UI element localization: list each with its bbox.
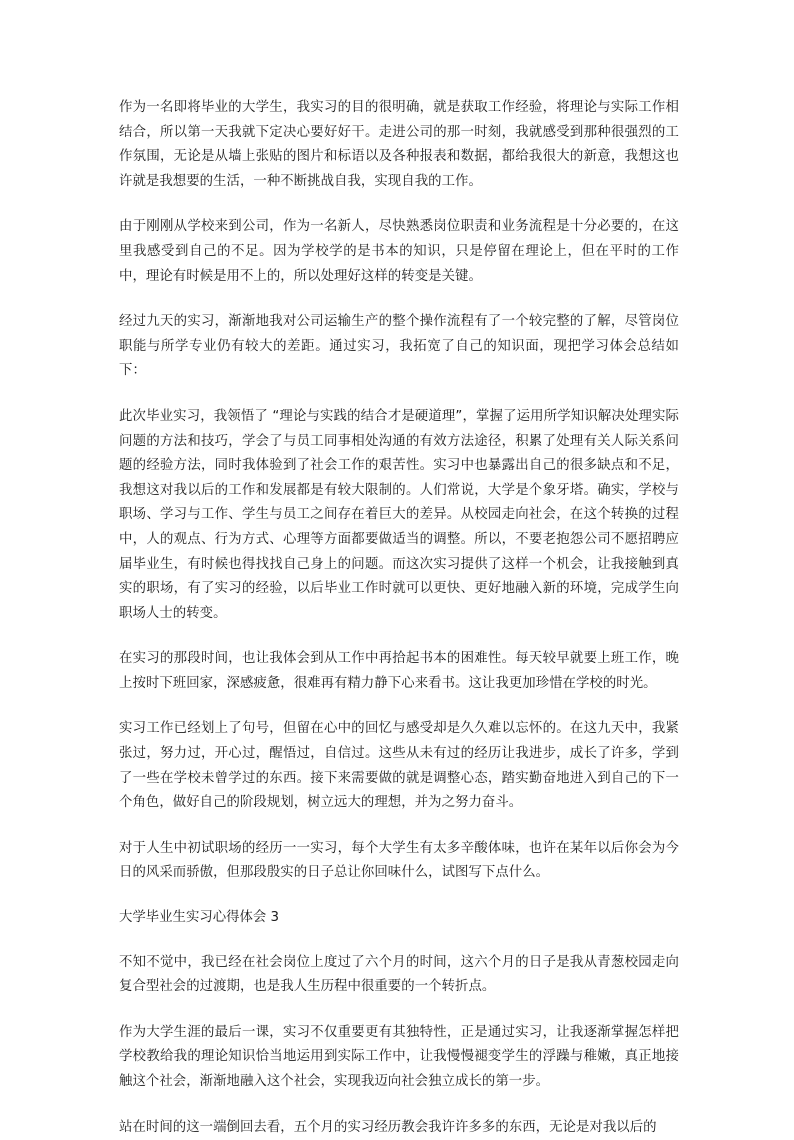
paragraph-5: 在实习的那段时间，也让我体会到从工作中再拾起书本的困难性。每天较早就要上班工作，晚上按时下班回家，深感疲惫，很难再有精力静下心来看书。这让我更加珍惜在学校的时光。 [119, 651, 679, 691]
paragraph-9: 作为大学生涯的最后一课，实习不仅重要更有其独特性，正是通过实习，让我逐渐掌握怎样把学校教给我的理论知识恰当地运用到实际工作中，让我慢慢褪变学生的浮躁与稚嫩，真正地接触这个社会，渐渐地融入这个社会，实现我迈向社会独立成长的第一步。 [119, 1024, 679, 1089]
paragraph-7: 对于人生中初试职场的经历一一实习，每个大学生有太多辛酸体味，也许在某年以后你会为今日的风采而骄傲，但那段殷实的日子总让你回味什么，试图写下点什么。 [119, 840, 679, 881]
paragraph-4: 此次毕业实习，我领悟了 “理论与实践的结合才是硬道理”，掌握了运用所学知识解决处理实际问题的方法和技巧，学会了与员工同事相处沟通的有效方法途径，积累了处理有关人际关系问题的经验方法，同时我体验到了社会工作的艰苦性。实习中也暴露出自己的很多缺点和不足，我想这对我以后的工作和发展都是有较大限制的。人们常说，大学是个象牙塔。确实，学校与职场、学习与工作、学生与员工之间存在着巨大的差异。从校园走向社会，在这个转换的过程中，人的观点、行为方式、心理等方面都要做适当的调整。所以，不要老抱怨公司不愿招聘应届毕业生，有时候也得找找自己身上的问题。而这次实习提供了这样一个机会，让我接触到真实的职场，有了实习的经验，以后毕业工作时就可以更快、更好地融入新的环境，完成学生向职场人士的转变。 [119, 408, 679, 621]
paragraph-3: 经过九天的实习，渐渐地我对公司运输生产的整个操作流程有了一个较完整的了解，尽管岗位职能与所学专业仍有较大的差距。通过实习，我拓宽了自己的知识面，现把学习体会总结如下： [119, 314, 679, 379]
section-heading: 大学毕业生实习心得体会 3 [119, 910, 280, 926]
paragraph-6: 实习工作已经划上了句号，但留在心中的回忆与感受却是久久难以忘怀的。在这九天中，我紧张过，努力过，开心过，醒悟过，自信过。这些从未有过的经历让我进步，成长了许多，学到了一些在学校未曾学过的东西。接下来需要做的就是调整心态，踏实勤奋地进入到自己的下一个角色，做好自己的阶段规划，树立远大的理想，并为之努力奋斗。 [119, 721, 679, 811]
paragraph-10: 站在时间的这一端倒回去看，五个月的实习经历教会我许许多多的东西，无论是对我以后的 [119, 1119, 657, 1135]
paragraph-8: 不知不觉中，我已经在社会岗位上度过了六个月的时间，这六个月的日子是我从青葱校园走向复合型社会的过渡期，也是我人生历程中很重要的一个转折点。 [119, 954, 679, 995]
document-page [119, 96, 679, 1140]
paragraph-1: 作为一名即将毕业的大学生，我实习的目的很明确，就是获取工作经验，将理论与实际工作相结合，所以第一天我就下定决心要好好干。走进公司的那一时刻，我就感受到那种很强烈的工作氛围，无论是从墙上张贴的图片和标语以及各种报表和数据，都给我很大的新意，我想这也许就是我想要的生活，一种不断挑战自我，实现自我的工作。 [119, 100, 679, 189]
paragraph-2: 由于刚刚从学校来到公司，作为一名新人，尽快熟悉岗位职责和业务流程是十分必要的，在这里我感受到自己的不足。因为学校学的是书本的知识，只是停留在理论上，但在平时的工作中，理论有时候是用不上的，所以处理好这样的转变是关键。 [119, 219, 679, 284]
